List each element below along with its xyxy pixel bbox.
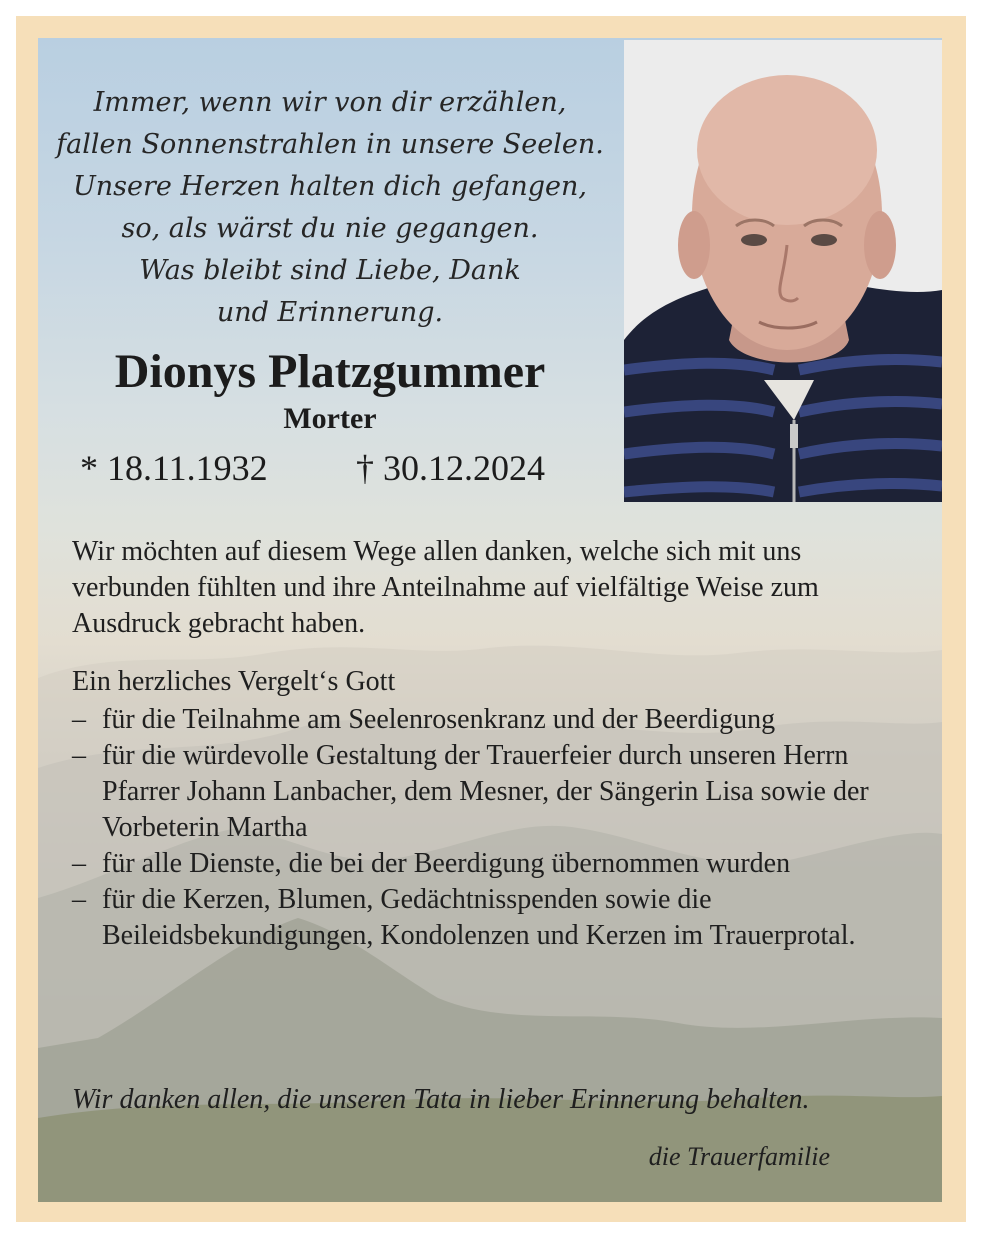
poem-line: fallen Sonnenstrahlen in unsere Seelen. <box>56 129 604 160</box>
list-item <box>72 702 872 738</box>
deceased-place: Morter <box>283 402 377 435</box>
dash-bullet: – <box>72 848 86 879</box>
portrait-photo <box>624 40 942 502</box>
poem-line: und Erinnerung. <box>216 297 444 328</box>
memorial-poem <box>40 82 620 334</box>
list-item-text: für die Teilnahme am Seelenrosenkranz und der Beerdigung <box>102 704 776 735</box>
dash-bullet: – <box>72 704 86 735</box>
portrait-illustration <box>624 40 942 502</box>
list-item-text: für alle Dienste, die bei der Beerdigung übernommen wurden <box>102 848 791 879</box>
dash-bullet: – <box>72 884 86 915</box>
thanks-list <box>72 702 872 954</box>
list-item <box>72 738 872 846</box>
life-dates <box>80 446 620 490</box>
list-item-text: für die Kerzen, Blumen, Gedächtnisspenden sowie die Beileidsbekundigungen, Kondolenzen und Kerzen im Trauerprotal. <box>102 884 856 951</box>
birth-date: * 18.11.1932 <box>80 448 268 488</box>
poem-line: Was bleibt sind Liebe, Dank <box>139 255 521 286</box>
death-date: † 30.12.2024 <box>356 448 545 488</box>
thanks-heading: Ein herzliches Vergelt‘s Gott <box>72 666 396 697</box>
list-item <box>72 846 872 882</box>
intro-paragraph: Wir möchten auf diesem Wege allen danken, welche sich mit uns verbunden fühlten und ihre Anteilnahme auf vielfältige Weise zum Ausdruck gebracht haben. <box>72 536 819 639</box>
list-item-text: für die würdevolle Gestaltung der Trauerfeier durch unseren Herrn Pfarrer Johann Lanbacher, dem Mesner, der Sängerin Lisa sowie der Vorbeterin Martha <box>102 740 869 843</box>
dash-bullet: – <box>72 740 86 771</box>
list-item <box>72 882 872 954</box>
family-signature: die Trauerfamilie <box>648 1142 830 1171</box>
poem-line: so, als wärst du nie gegangen. <box>121 213 539 244</box>
poem-line: Immer, wenn wir von dir erzählen, <box>93 87 567 118</box>
thanks-section <box>72 534 872 954</box>
deceased-name: Dionys Platzgummer <box>114 345 546 398</box>
closing-statement: Wir danken allen, die unseren Tata in lieber Erinnerung behalten. <box>72 1084 810 1115</box>
poem-line: Unsere Herzen halten dich gefangen, <box>73 171 587 202</box>
